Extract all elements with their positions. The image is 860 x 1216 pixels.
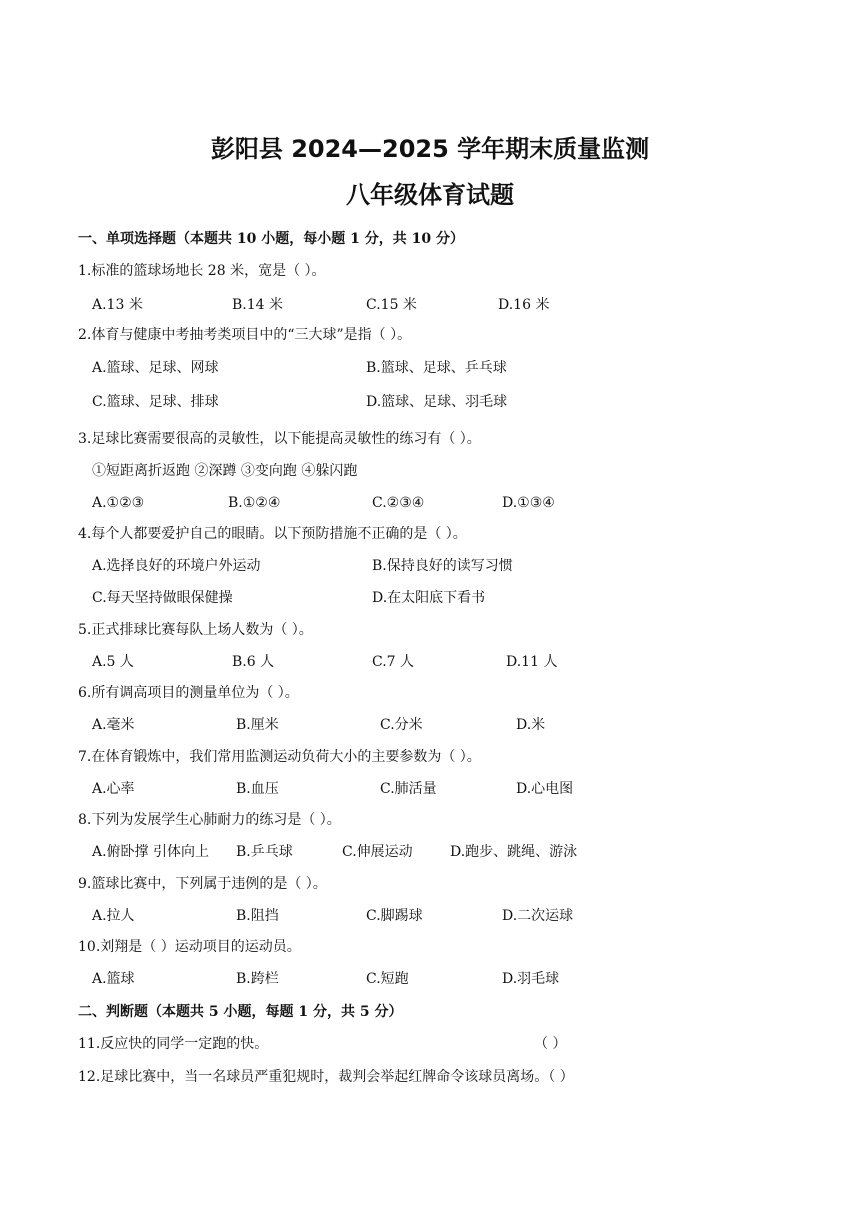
q3-option-d: D.①③④ xyxy=(502,495,555,511)
question-6: 6.所有调高项目的测量单位为（ ）。 xyxy=(78,685,299,701)
q10-option-b: B.跨栏 xyxy=(236,971,279,987)
section1-heading: 一、单项选择题（本题共 10 小题，每小题 1 分，共 10 分） xyxy=(78,231,464,247)
q11-answer-blank: （ ） xyxy=(534,1036,567,1052)
q4-option-c: C.每天坚持做眼保健操 xyxy=(92,590,233,606)
q6-option-c: C.分米 xyxy=(380,717,423,733)
q3-option-b: B.①②④ xyxy=(228,495,281,511)
q6-option-d: D.米 xyxy=(516,717,546,733)
q8-option-d: D.跑步、跳绳、游泳 xyxy=(450,844,578,860)
q7-option-d: D.心电图 xyxy=(516,781,574,797)
q10-option-c: C.短跑 xyxy=(366,971,409,987)
q6-option-a: A.毫米 xyxy=(92,717,135,733)
q7-option-a: A.心率 xyxy=(92,781,135,797)
q9-option-d: D.二次运球 xyxy=(502,908,574,924)
q8-option-a: A.俯卧撑 引体向上 xyxy=(92,844,210,860)
question-8: 8.下列为发展学生心肺耐力的练习是（ ）。 xyxy=(78,812,341,828)
question-4: 4.每个人都要爱护自己的眼睛。以下预防措施不正确的是（ ）。 xyxy=(78,526,467,542)
question-5: 5.正式排球比赛每队上场人数为（ ）。 xyxy=(78,622,313,638)
q1-option-d: D.16 米 xyxy=(498,297,550,313)
q5-option-b: B.6 人 xyxy=(232,654,275,670)
q7-option-b: B.血压 xyxy=(236,781,279,797)
section2-heading: 二、判断题（本题共 5 小题，每题 1 分，共 5 分） xyxy=(78,1004,403,1020)
q10-option-a: A.篮球 xyxy=(92,971,135,987)
question-7: 7.在体育锻炼中，我们常用监测运动负荷大小的主要参数为（ ）。 xyxy=(78,749,481,765)
q2-option-a: A.篮球、足球、网球 xyxy=(92,360,219,376)
q8-option-c: C.伸展运动 xyxy=(342,844,413,860)
q2-option-c: C.篮球、足球、排球 xyxy=(92,394,219,410)
q1-option-b: B.14 米 xyxy=(232,297,284,313)
q4-option-d: D.在太阳底下看书 xyxy=(372,590,486,606)
q6-option-b: B.厘米 xyxy=(236,717,279,733)
q10-option-d: D.羽毛球 xyxy=(502,971,560,987)
q5-option-d: D.11 人 xyxy=(506,654,558,670)
question-9: 9.篮球比赛中，下列属于违例的是（ ）。 xyxy=(78,876,327,892)
q4-option-b: B.保持良好的读写习惯 xyxy=(372,558,513,574)
q1-option-c: C.15 米 xyxy=(366,297,417,313)
q2-option-b: B.篮球、足球、乒乓球 xyxy=(366,360,507,376)
question-12: 12.足球比赛中，当一名球员严重犯规时，裁判会举起红牌命令该球员离场。（ ） xyxy=(78,1069,574,1085)
q9-option-c: C.脚踢球 xyxy=(366,908,423,924)
q5-option-c: C.7 人 xyxy=(372,654,415,670)
q4-option-a: A.选择良好的环境户外运动 xyxy=(92,558,261,574)
question-10: 10.刘翔是（ ）运动项目的运动员。 xyxy=(78,939,301,955)
q5-option-a: A.5 人 xyxy=(92,654,134,670)
q3-options-line: ①短距离折返跑 ②深蹲 ③变向跑 ④躲闪跑 xyxy=(92,463,358,479)
q9-option-b: B.阻挡 xyxy=(236,908,279,924)
exam-subtitle: 八年级体育试题 xyxy=(346,181,514,209)
question-1: 1.标准的篮球场地长 28 米，宽是（ ）。 xyxy=(78,263,326,279)
q9-option-a: A.拉人 xyxy=(92,908,135,924)
q7-option-c: C.肺活量 xyxy=(380,781,437,797)
q1-option-a: A.13 米 xyxy=(92,297,143,313)
question-3: 3.足球比赛需要很高的灵敏性，以下能提高灵敏性的练习有（ ）。 xyxy=(78,431,481,447)
question-2: 2.体育与健康中考抽考类项目中的“三大球”是指（ ）。 xyxy=(78,327,412,343)
q3-option-c: C.②③④ xyxy=(372,495,425,511)
exam-title: 彭阳县 2024—2025 学年期末质量监测 xyxy=(210,135,650,163)
question-11: 11.反应快的同学一定跑的快。 xyxy=(78,1036,269,1052)
q3-option-a: A.①②③ xyxy=(92,495,145,511)
q2-option-d: D.篮球、足球、羽毛球 xyxy=(366,394,508,410)
q8-option-b: B.乒乓球 xyxy=(236,844,293,860)
